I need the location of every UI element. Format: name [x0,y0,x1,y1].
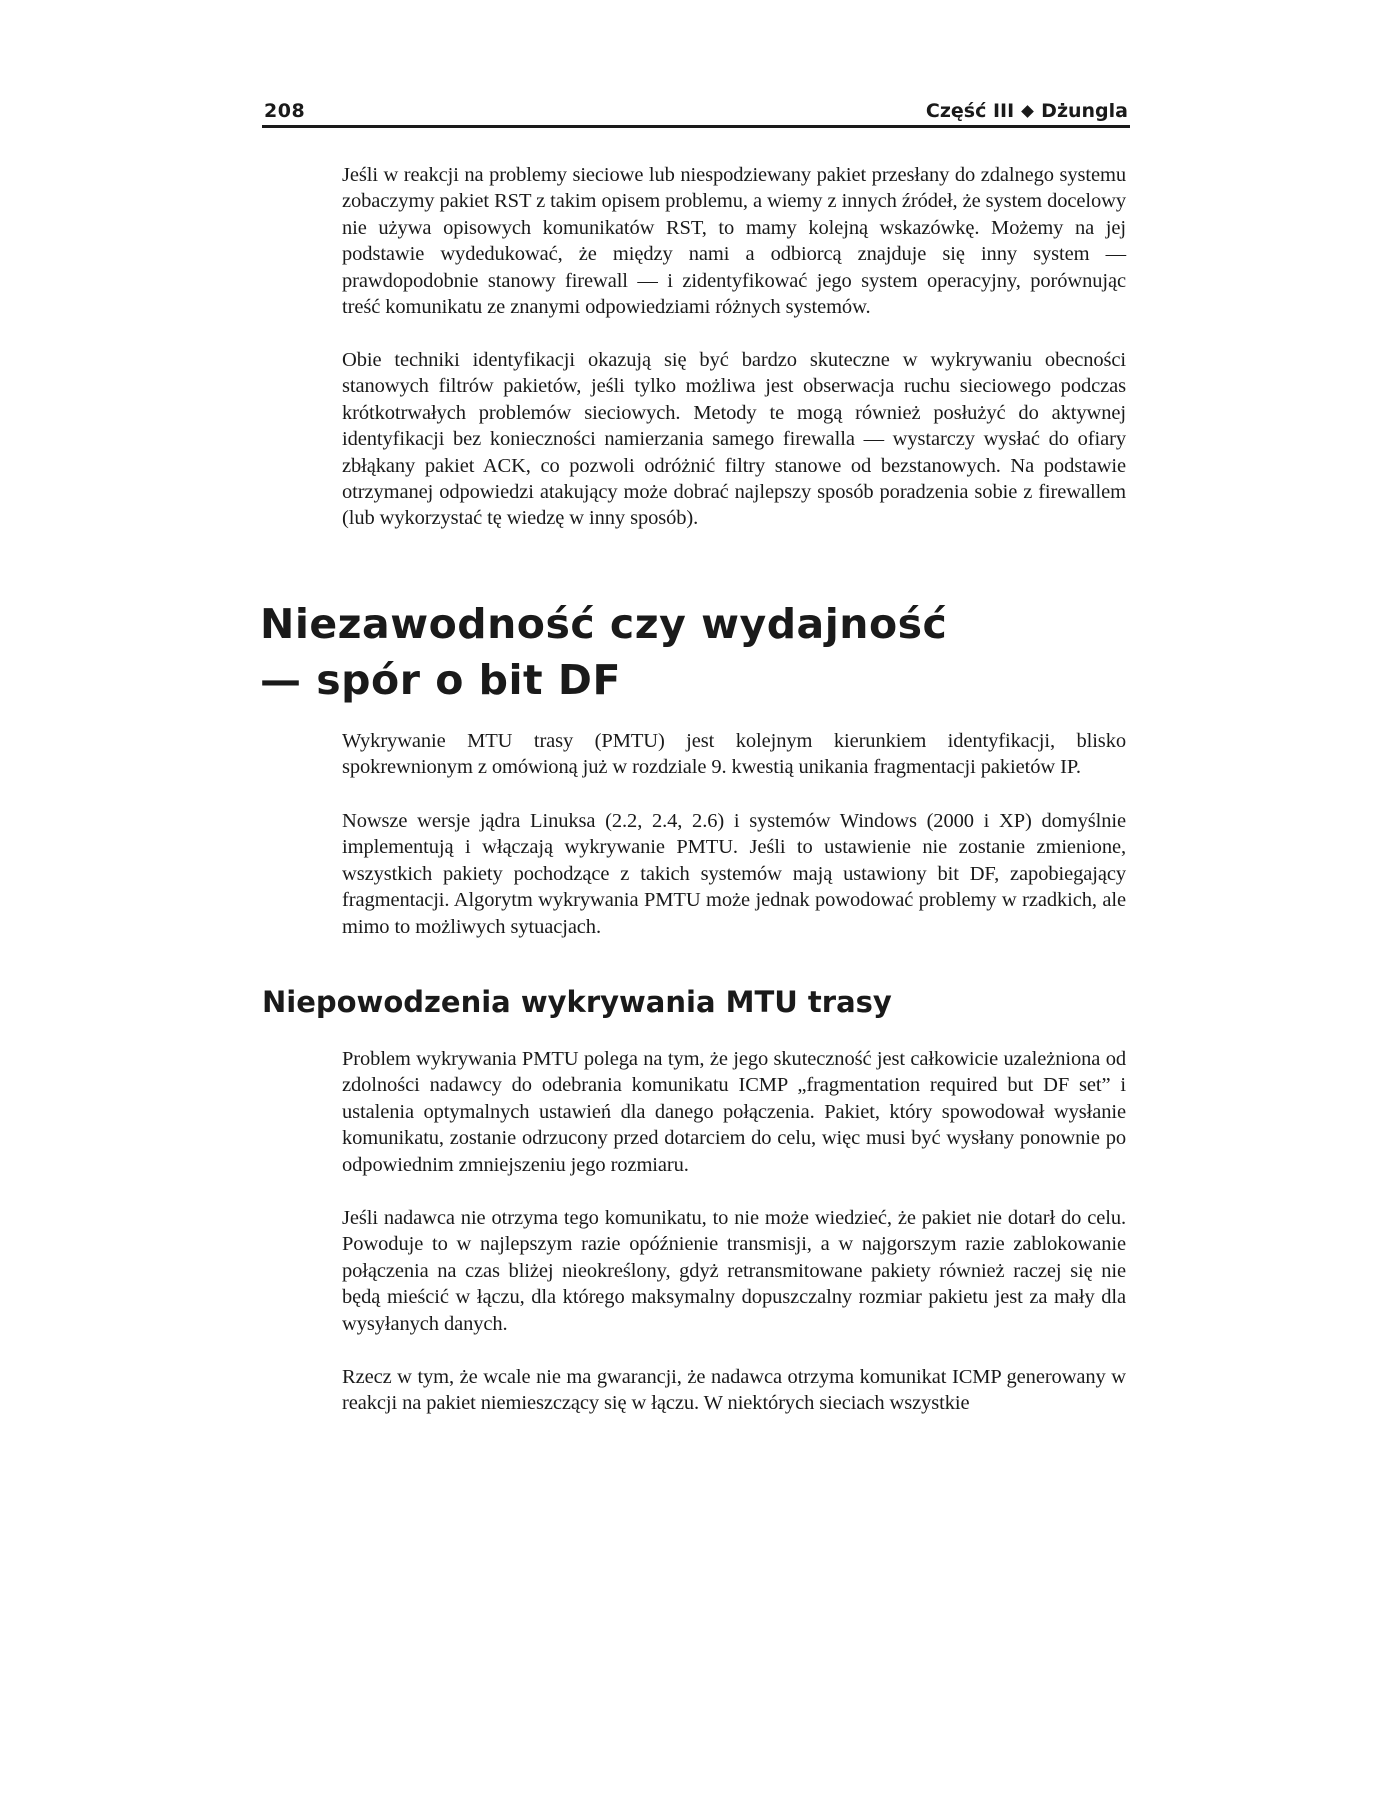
paragraph: Wykrywanie MTU trasy (PMTU) jest kolejnym kierunkiem identyfikacji, blisko spokrewnionym z omówioną już w rozdziale 9. kwestią unikania fragmentacji pakietów IP. [342,730,1126,779]
paragraph: Nowsze wersje jądra Linuksa (2.2, 2.4, 2.6) i systemów Windows (2000 i XP) domyślnie implementują i włączają wykrywanie PMTU. Jeśli to ustawienie nie zostanie zmienione, wszystkich pakiety pochodzące z takich systemów mają ustawiony bit DF, zapobiegający fragmentacji. Algorytm wykrywania PMTU może jednak powodować problemy w rzadkich, ale mimo to możliwych sytuacjach. [342,810,1126,938]
paragraph: Rzecz w tym, że wcale nie ma gwarancji, że nadawca otrzyma komunikat ICMP generowany w reakcji na pakiet niemieszczący się w łączu. W niektórych sieciach wszystkie [342,1366,1126,1415]
section-heading [260,596,1140,708]
paragraph: Problem wykrywania PMTU polega na tym, że jego skuteczność jest całkowicie uzależniona od zdolności nadawcy do odebrania komunikatu ICMP „fragmentation required but DF set” i ustalenia optymalnych ustawień dla danego połączenia. Pakiet, który spowodował wysłanie komunikatu, zostanie odrzucony przed dotarciem do celu, więc musi być wysłany ponownie po odpowiednim zmniejszeniu jego rozmiaru. [342,1048,1126,1176]
page-header [262,94,1130,128]
page-number: 208 [264,100,306,122]
diamond-separator-icon [1021,105,1034,118]
paragraph: Obie techniki identyfikacji okazują się być bardzo skuteczne w wykrywaniu obecności stanowych filtrów pakietów, jeśli tylko możliwa jest obserwacja ruchu sieciowego podczas krótkotrwałych problemów sieciowych. Metody te mogą również posłużyć do aktywnej identyfikacji bez konieczności namierzania samego firewalla — wystarczy wysłać do ofiary zbłąkany pakiet ACK, co pozwoli odróżnić filtry stanowe od bezstanowych. Na podstawie otrzymanej odpowiedzi atakujący może dobrać najlepszy sposób poradzenia sobie z firewallem (lub wykorzystać tę wiedzę w inny sposób). [342,349,1126,530]
subsection-heading: Niepowodzenia wykrywania MTU trasy [262,985,892,1019]
paragraph: Jeśli w reakcji na problemy sieciowe lub niespodziewany pakiet przesłany do zdalnego systemu zobaczymy pakiet RST z takim opisem problemu, a wiemy z innych źródeł, że system docelowy nie używa opisowych komunikatów RST, to mamy kolejną wskazówkę. Możemy na jej podstawie wydedukować, że między nami a odbiorcą znajduje się inny system — prawdopodobnie stanowy firewall — i zidentyfikować jego system operacyjny, porównując treść komunikatu ze znanymi odpowiedziami różnych systemów. [342,164,1126,319]
running-head-chapter: Dżungla [1041,100,1128,122]
running-head [926,100,1128,122]
running-head-part: Część III [925,100,1015,122]
paragraph: Jeśli nadawca nie otrzyma tego komunikatu, to nie może wiedzieć, że pakiet nie dotarł do celu. Powoduje to w najlepszym razie opóźnienie transmisji, a w najgorszym razie zablokowanie połączenia na czas bliżej nieokreślony, gdyż retransmitowane pakiety również raczej się nie będą mieścić w łączu, dla którego maksymalny dopuszczalny rozmiar pakietu jest za mały dla wysyłanych danych. [342,1207,1126,1335]
section-heading-line-1: Niezawodność czy wydajność [260,600,948,648]
section-heading-line-2: — spór o bit DF [260,656,621,704]
